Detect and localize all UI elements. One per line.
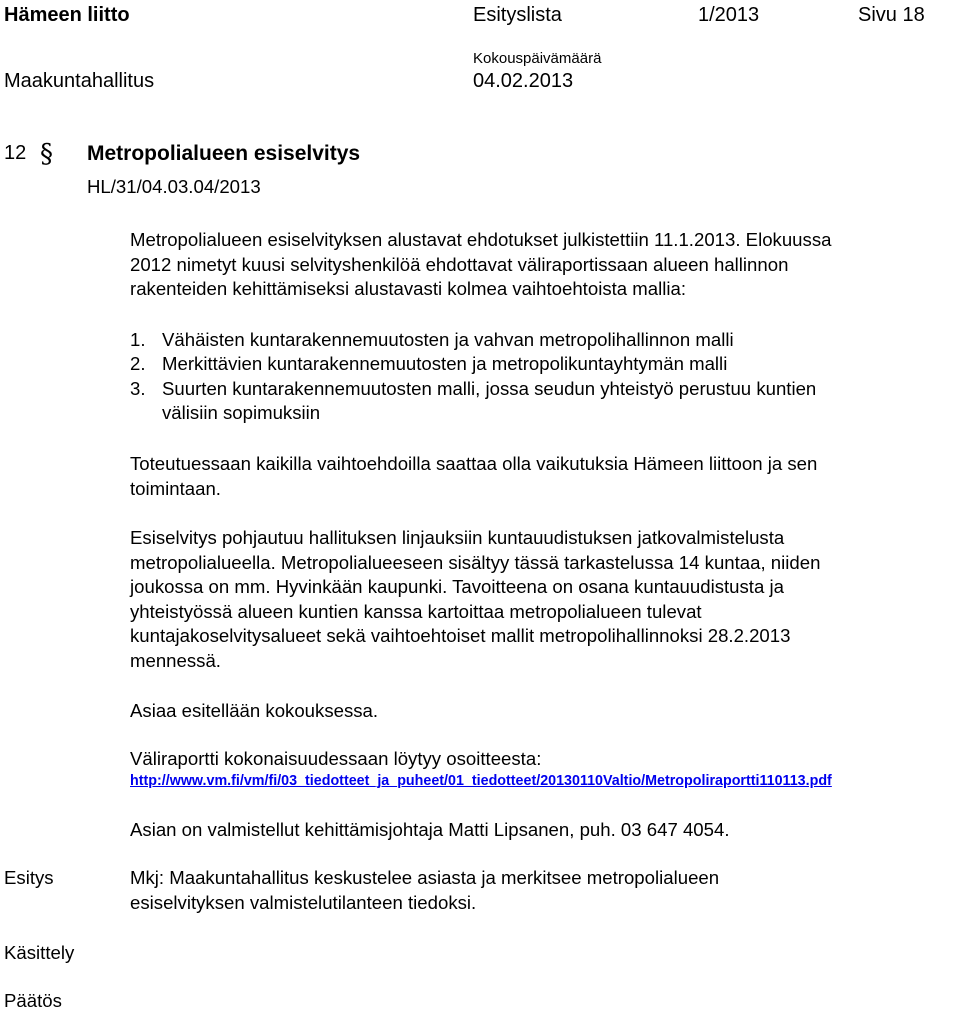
- paragraph-impact: [130, 452, 940, 501]
- item-reference: HL/31/04.03.04/2013: [87, 176, 261, 197]
- list-item-continuation: välisiin sopimuksiin: [162, 402, 321, 423]
- text-line: Asiaa esitellään kokouksessa.: [130, 700, 379, 721]
- doc-type: Esityslista: [473, 4, 562, 26]
- intro-paragraph: [130, 228, 940, 302]
- doc-number: 1/2013: [698, 4, 760, 26]
- text-line: Esiselvitys pohjautuu hallituksen linjauksiin kuntauudistuksen jatkovalmistelusta: [130, 527, 785, 548]
- paragraph-presentation: [130, 699, 940, 724]
- date-label: Kokouspäivämäärä: [473, 50, 602, 67]
- report-link[interactable]: http://www.vm.fi/vm/fi/03_tiedotteet_ja_puheet/01_tiedotteet/20130110Valtio/Metropoliraportti110113.pdf: [130, 773, 832, 789]
- meeting-date: 04.02.2013: [473, 70, 574, 92]
- text-line: yhteistyössä alueen kuntien kanssa kartoittaa metropolialueen tulevat: [130, 600, 702, 622]
- proposal-text: [130, 866, 940, 915]
- page-number: Sivu 18: [858, 4, 925, 26]
- text-line: Mkj: Maakuntahallitus keskustelee asiasta ja merkitsee metropolialueen: [130, 867, 720, 888]
- paragraph-background: [130, 526, 940, 673]
- text-line: esiselvityksen valmistelutilanteen tiedoksi.: [130, 891, 477, 913]
- handling-label: Käsittely: [4, 942, 75, 963]
- text-line: joukossa on mm. Hyvinkään kaupunki. Tavoitteena on osana kuntauudistusta ja: [130, 576, 784, 597]
- text-line: Toteutuessaan kaikilla vaihtoehdoilla saattaa olla vaikutuksia Hämeen liittoon ja sen: [130, 453, 818, 474]
- list-item: Vähäisten kuntarakennemuutosten ja vahvan metropolihallinnon malli: [162, 329, 734, 350]
- text-line: Metropolialueen esiselvityksen alustavat ehdotukset julkistettiin 11.1.2013. Elokuussa: [130, 229, 832, 250]
- proposal-label: Esitys: [4, 867, 54, 888]
- text-line: mennessä.: [130, 649, 221, 671]
- list-number: 3.: [130, 378, 146, 399]
- text-line: kuntajakoselvitysalueet sekä vaihtoehtoiset mallit metropolihallinnoksi 28.2.2013: [130, 625, 791, 646]
- report-label: Väliraportti kokonaisuudessaan löytyy osoitteesta:: [130, 748, 542, 769]
- body-name: Maakuntahallitus: [4, 70, 155, 92]
- text-line: rakenteiden kehittämiseksi alustavasti kolmea vaihtoehtoista mallia:: [130, 278, 687, 299]
- org-name: Hämeen liitto: [4, 4, 130, 26]
- text-line: Asian on valmistellut kehittämisjohtaja Matti Lipsanen, puh. 03 647 4054.: [130, 819, 730, 840]
- item-title: Metropolialueen esiselvitys: [87, 142, 361, 165]
- decision-label: Päätös: [4, 990, 62, 1011]
- section-symbol: §: [40, 139, 53, 169]
- list-number: 2.: [130, 353, 146, 374]
- item-number: 12: [4, 142, 27, 164]
- text-line: metropolialueella. Metropolialueeseen sisältyy tässä tarkastelussa 14 kuntaa, niiden: [130, 551, 821, 573]
- report-section: [130, 747, 940, 772]
- preparer-line: [130, 818, 940, 843]
- report-link-wrap: [130, 772, 832, 790]
- list-number: 1.: [130, 329, 146, 350]
- list-item: Suurten kuntarakennemuutosten malli, jossa seudun yhteistyö perustuu kuntien: [162, 378, 817, 399]
- list-item: Merkittävien kuntarakennemuutosten ja metropolikuntayhtymän malli: [162, 353, 728, 374]
- text-line: 2012 nimetyt kuusi selvityshenkilöä ehdottavat väliraportissaan alueen hallinnon: [130, 253, 789, 275]
- text-line: toimintaan.: [130, 477, 221, 499]
